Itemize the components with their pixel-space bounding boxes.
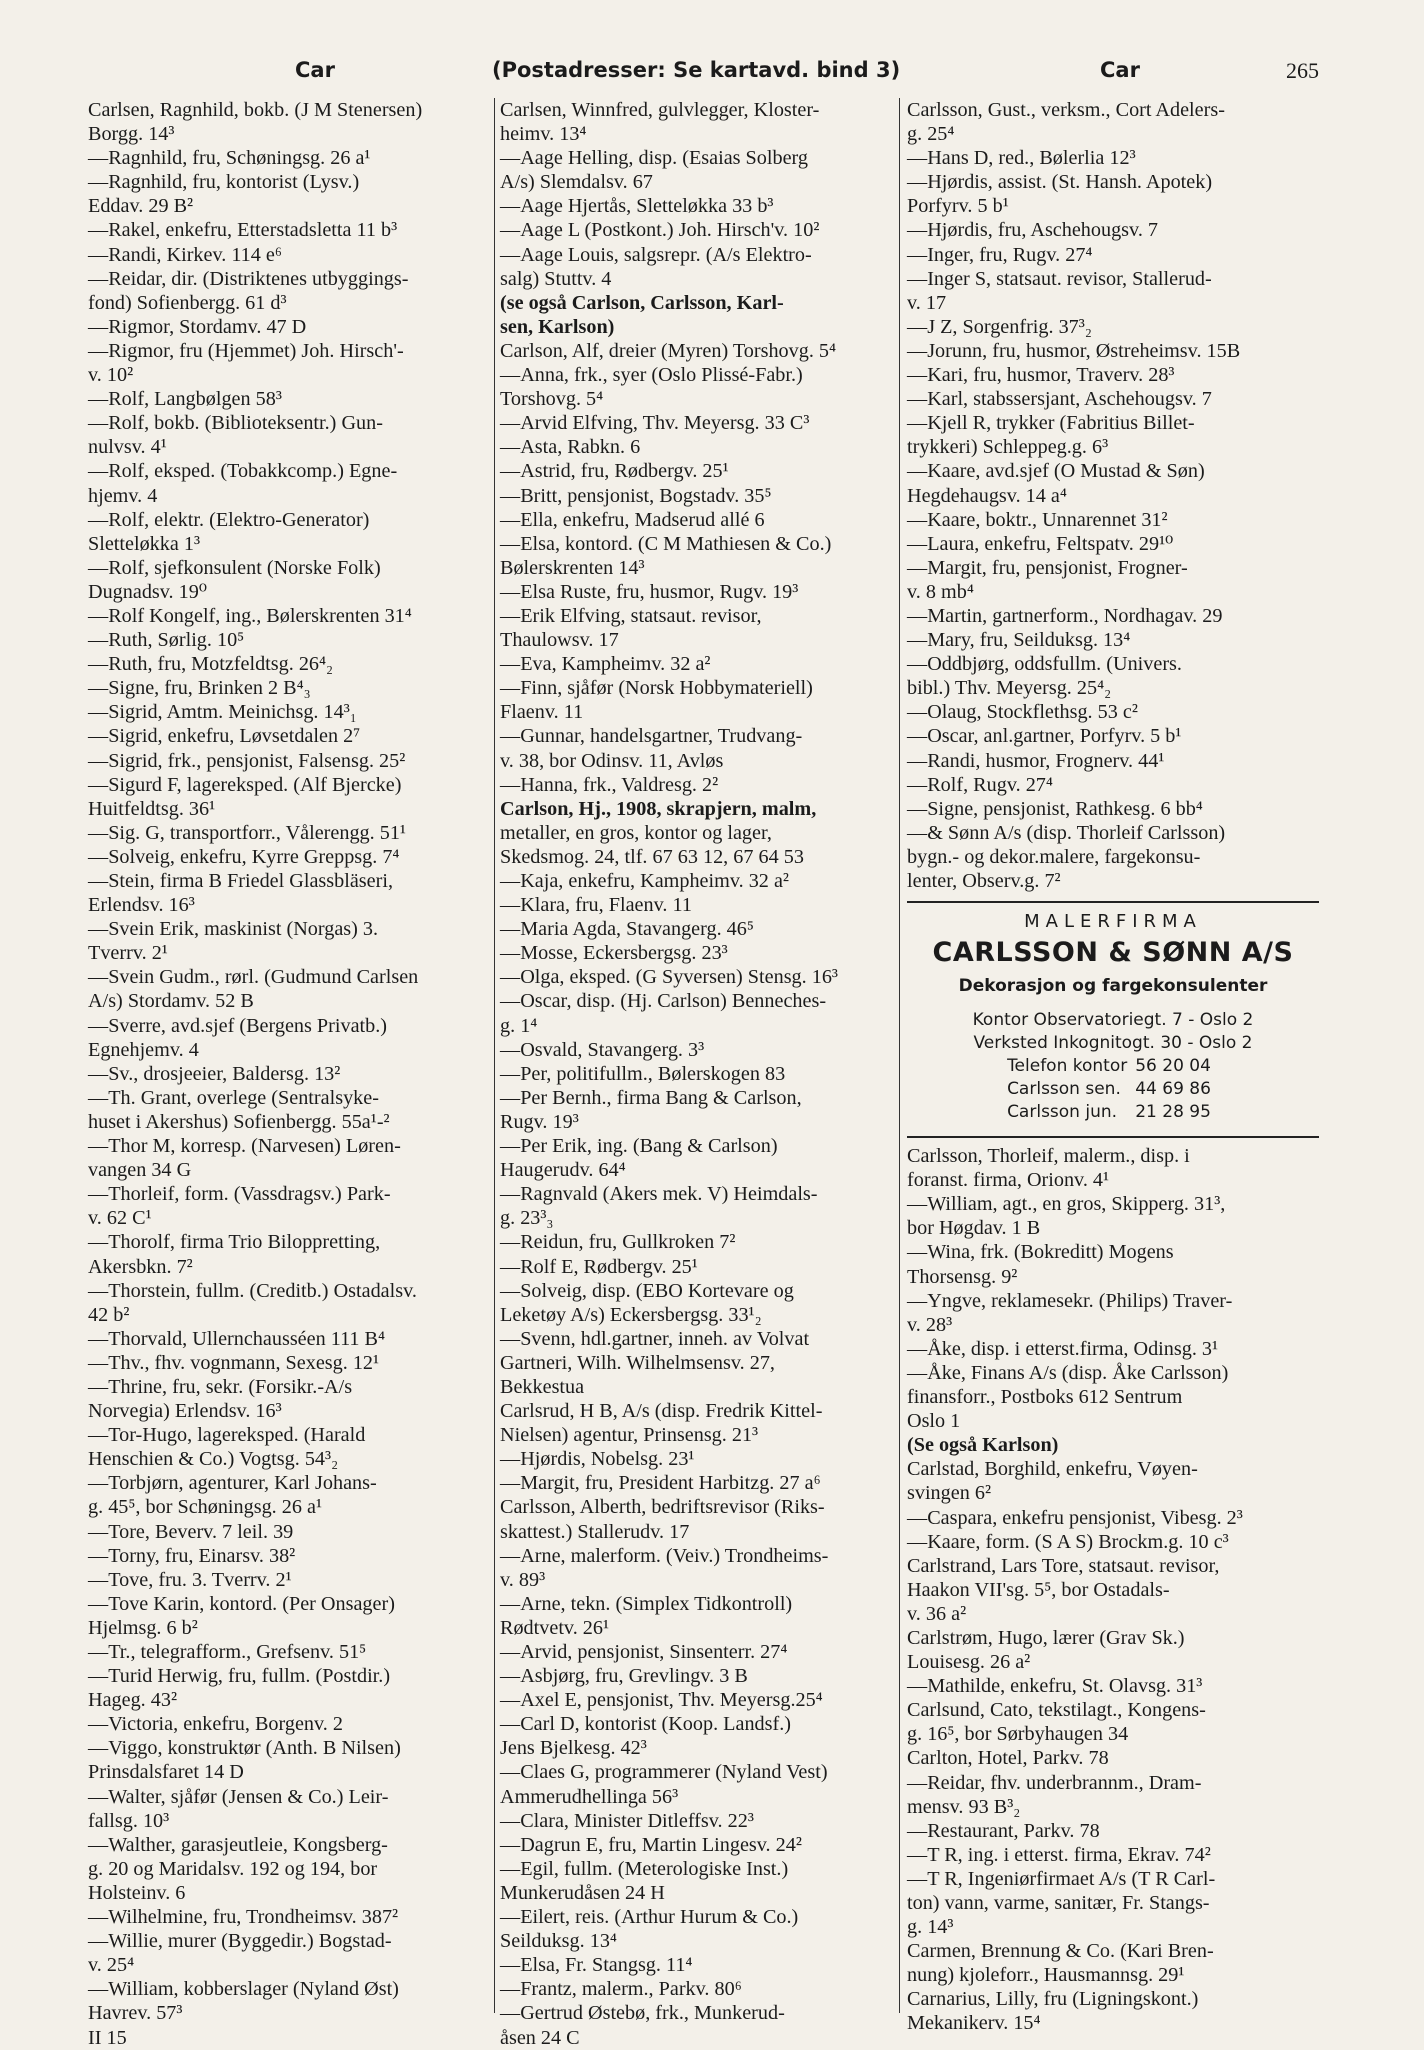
- directory-entry-line: åsen 24 C: [500, 2026, 580, 2049]
- directory-entry-line: Egnehjemv. 4: [88, 1038, 199, 1061]
- directory-entry-line: —Rolf E, Rødbergv. 25¹: [500, 1255, 698, 1278]
- directory-entry-line: —Mary, fru, Seilduksg. 13⁴: [907, 629, 1131, 652]
- directory-entry-line: g. 20 og Maridalsv. 192 og 194, bor: [88, 1857, 378, 1880]
- column-divider-2: [899, 98, 900, 2013]
- directory-entry-line: —Per Bernh., firma Bang & Carlson,: [500, 1086, 802, 1109]
- directory-entry-line: —Ella, enkefru, Madserud allé 6: [500, 508, 765, 531]
- ad-phone-row: [1007, 1055, 1219, 1078]
- directory-entry-line: —T R, Ingeniørfirmaet A/s (T R Carl-: [907, 1867, 1216, 1890]
- directory-entry-line: —Carl D, kontorist (Koop. Landsf.): [500, 1713, 791, 1736]
- directory-entry-line: Haugerudv. 64⁴: [500, 1159, 626, 1182]
- directory-entry-line: —Sigrid, frk., pensjonist, Falsensg. 25²: [88, 749, 406, 772]
- directory-entry-line: Tverrv. 2¹: [88, 942, 168, 965]
- directory-entry-line: —Tr., telegrafform., Grefsenv. 51⁵: [88, 1641, 367, 1663]
- directory-entry-line: —Wina, frk. (Bokreditt) Mogens: [907, 1241, 1174, 1264]
- directory-entry-line: Carlstrand, Lars Tore, statsaut. revisor,: [907, 1554, 1220, 1577]
- directory-entry-line: —Rolf, elektr. (Elektro-Generator): [88, 508, 370, 531]
- directory-entry-line: —Restaurant, Parkv. 78: [907, 1819, 1100, 1842]
- directory-entry-line: —Axel E, pensjonist, Thv. Meyersg.25⁴: [500, 1689, 823, 1712]
- directory-entry-line: —Elsa, Fr. Stangsg. 11⁴: [500, 1954, 693, 1977]
- directory-entry-line: Thorsensg. 9²: [907, 1265, 1018, 1288]
- directory-entry-line: v. 38, bor Odinsv. 11, Avløs: [500, 749, 724, 772]
- directory-entry-line: —Asta, Rabkn. 6: [500, 436, 641, 459]
- directory-entry-line: —Tove Karin, kontord. (Per Onsager): [88, 1592, 395, 1615]
- directory-entry-line: Porfyrv. 5 b¹: [907, 195, 1009, 218]
- directory-entry-line: 42 b²: [88, 1303, 130, 1326]
- directory-entry-line: —Reidun, fru, Gullkroken 7²: [500, 1231, 736, 1254]
- directory-entry-line: Erlendsv. 16³: [88, 894, 195, 917]
- directory-entry-line: salg) Stuttv. 4: [500, 267, 612, 290]
- directory-entry-line: —Ruth, Sørlig. 10⁵: [88, 629, 245, 652]
- directory-entry-line: trykkeri) Schleppeg.g. 6³: [907, 436, 1109, 459]
- directory-entry-line: Havrev. 57³: [88, 2002, 183, 2025]
- directory-entry-line: Torshovg. 5⁴: [500, 388, 604, 411]
- directory-entry-line: —Arne, malerform. (Veiv.) Trondheims-: [500, 1544, 829, 1567]
- directory-entry-line: Oslo 1: [907, 1410, 961, 1433]
- directory-entry-line: Munkerudåsen 24 H: [500, 1881, 665, 1904]
- directory-entry-line: —Rigmor, fru (Hjemmet) Joh. Hirsch'-: [88, 339, 404, 362]
- directory-entry-line: —Svenn, hdl.gartner, inneh. av Volvat: [500, 1327, 810, 1350]
- directory-entry-line: v. 62 C¹: [88, 1207, 152, 1230]
- directory-entry-line: —Hans D, red., Bølerlia 12³: [907, 147, 1136, 170]
- directory-entry-line: v. 10²: [88, 364, 134, 387]
- directory-entry-line: —William, kobberslager (Nyland Øst): [88, 1978, 399, 2001]
- directory-entry-line: Carlton, Hotel, Parkv. 78: [907, 1747, 1109, 1770]
- directory-entry-line: A/s) Stordamv. 52 B: [88, 990, 254, 1013]
- header-postal-note: (Postadresser: Se kartavd. bind 3): [492, 58, 901, 82]
- directory-entry-line: —Signe, pensjonist, Rathkesg. 6 bb⁴: [907, 797, 1203, 820]
- directory-entry-line: Leketøy A/s) Eckersbergsg. 33¹₂: [500, 1303, 762, 1326]
- directory-entry-line: —Oddbjørg, oddsfullm. (Univers.: [907, 653, 1182, 676]
- directory-entry-line: Gartneri, Wilh. Wilhelmsensv. 27,: [500, 1351, 775, 1374]
- directory-entry-line: vangen 34 G: [88, 1159, 192, 1182]
- directory-entry-line: g. 1⁴: [500, 1014, 538, 1037]
- directory-entry-line: Haakon VII'sg. 5⁵, bor Ostadals-: [907, 1578, 1170, 1601]
- directory-entry-line: Hageg. 43²: [88, 1689, 178, 1712]
- directory-entry-line: fond) Sofienbergg. 61 d³: [88, 291, 287, 314]
- directory-entry-line: Carlson, Alf, dreier (Myren) Torshovg. 5⁴: [500, 339, 837, 362]
- directory-entry-line: —Thorstein, fullm. (Creditb.) Ostadalsv.: [88, 1279, 417, 1302]
- directory-entry-line: —Ragnhild, fru, Schøningsg. 26 a¹: [88, 147, 371, 170]
- directory-entry-line: —Elsa Ruste, fru, husmor, Rugv. 19³: [500, 580, 799, 603]
- directory-entry-line: —Sv., drosjeeier, Baldersg. 13²: [88, 1062, 341, 1085]
- directory-entry-line: —Gunnar, handelsgartner, Trudvang-: [500, 725, 803, 748]
- directory-entry-line: —Gertrud Østebø, frk., Munkerud-: [500, 2002, 785, 2025]
- directory-entry-line: mensv. 93 B³₂: [907, 1795, 1021, 1818]
- directory-entry-line: —Laura, enkefru, Feltspatv. 29¹⁰: [907, 532, 1174, 555]
- directory-entry-line: —Margit, fru, pensjonist, Frogner-: [907, 556, 1188, 579]
- directory-entry-line: Carlsund, Cato, tekstilagt., Kongens-: [907, 1699, 1206, 1722]
- directory-entry-line: Carnarius, Lilly, fru (Ligningskont.): [907, 1988, 1199, 2011]
- directory-entry-line: —T R, ing. i etterst. firma, Ekrav. 74²: [907, 1843, 1211, 1866]
- directory-entry-line: Mekanikerv. 15⁴: [907, 2012, 1041, 2035]
- directory-entry-line: —Rolf, eksped. (Tobakkcomp.) Egne-: [88, 460, 398, 483]
- directory-entry-line: —Claes G, programmerer (Nyland Vest): [500, 1761, 828, 1784]
- directory-entry-line: v. 89³: [500, 1568, 546, 1591]
- directory-entry-line: —Walter, sjåfør (Jensen & Co.) Leir-: [88, 1785, 389, 1808]
- directory-entry-line: Skedsmog. 24, tlf. 67 63 12, 67 64 53: [500, 845, 804, 868]
- directory-entry-line: —Eilert, reis. (Arthur Hurum & Co.): [500, 1906, 799, 1929]
- directory-entry-line: —Thv., fhv. vognmann, Sexesg. 12¹: [88, 1351, 380, 1374]
- directory-entry-line: —& Sønn A/s (disp. Thorleif Carlsson): [907, 821, 1226, 844]
- directory-entry-line: —Svein Erik, maskinist (Norgas) 3.: [88, 918, 379, 941]
- directory-entry-line: —Thrine, fru, sekr. (Forsikr.-A/s: [88, 1375, 353, 1398]
- ad-phone-value: 21 28 95: [1135, 1102, 1211, 1123]
- directory-entry-line: —Signe, fru, Brinken 2 B⁴₃: [88, 677, 311, 700]
- page-number: 265: [1286, 58, 1319, 83]
- directory-entry-line: Seilduksg. 13⁴: [500, 1930, 617, 1953]
- directory-entry-line: g. 25⁴: [907, 123, 955, 146]
- directory-entry-line: —Tore, Beverv. 7 leil. 39: [88, 1520, 294, 1543]
- directory-entry-line: nulvsv. 4¹: [88, 436, 167, 459]
- directory-entry-line: (Se også Karlson): [907, 1434, 1059, 1457]
- ad-workshop-address: Verksted Inkognitogt. 30 - Oslo 2: [973, 1033, 1253, 1054]
- directory-entry-line: Carlsson, Gust., verksm., Cort Adelers-: [907, 99, 1225, 121]
- directory-entry-line: —Kari, fru, husmor, Traverv. 28³: [907, 364, 1175, 387]
- directory-entry-line: —Reidar, fhv. underbrannm., Dram-: [907, 1771, 1202, 1794]
- directory-entry-line: —Aage Hjertås, Sletteløkka 33 b³: [500, 195, 774, 218]
- directory-entry-line: g. 16⁵, bor Sørbyhaugen 34: [907, 1723, 1129, 1746]
- directory-entry-line: —Sverre, avd.sjef (Bergens Privatb.): [88, 1014, 387, 1037]
- directory-entry-line: —Thorleif, form. (Vassdragsv.) Park-: [88, 1183, 391, 1206]
- directory-column-3-bottom: [907, 1144, 1319, 2035]
- directory-entry-line: Eddav. 29 B²: [88, 195, 194, 218]
- directory-entry-line: ton) vann, varme, sanitær, Fr. Stangs-: [907, 1892, 1210, 1914]
- directory-entry-line: Borgg. 14³: [88, 123, 175, 146]
- directory-entry-line: Ammerudhellinga 56³: [500, 1785, 679, 1808]
- directory-entry-line: —Kaja, enkefru, Kampheimv. 32 a²: [500, 870, 789, 892]
- directory-entry-line: Thaulowsv. 17: [500, 629, 619, 652]
- directory-entry-line: v. 8 mb⁴: [907, 580, 974, 603]
- directory-entry-line: —Aage Louis, salgsrepr. (A/s Elektro-: [500, 243, 812, 266]
- directory-entry-line: —Oscar, anl.gartner, Porfyrv. 5 b¹: [907, 725, 1182, 748]
- directory-entry-line: —Mosse, Eckersbergsg. 23³: [500, 942, 728, 965]
- directory-entry-line: nung) kjoleforr., Hausmannsg. 29¹: [907, 1964, 1185, 1987]
- directory-entry-line: —Mathilde, enkefru, St. Olavsg. 31³: [907, 1675, 1203, 1698]
- directory-entry-line: —Willie, murer (Byggedir.) Bogstad-: [88, 1930, 392, 1953]
- directory-entry-line: —Torny, fru, Einarsv. 38²: [88, 1544, 296, 1567]
- directory-entry-line: —Randi, Kirkev. 114 e⁶: [88, 243, 282, 266]
- directory-entry-line: —Finn, sjåfør (Norsk Hobbymateriell): [500, 677, 813, 700]
- directory-entry-line: —Hjørdis, assist. (St. Hansh. Apotek): [907, 171, 1213, 194]
- directory-entry-line: Prinsdalsfaret 14 D: [88, 1761, 244, 1784]
- directory-entry-line: bor Høgdav. 1 B: [907, 1217, 1041, 1240]
- directory-entry-line: —Oscar, disp. (Hj. Carlson) Benneches-: [500, 990, 827, 1013]
- directory-entry-line: —Erik Elfving, statsaut. revisor,: [500, 604, 762, 627]
- directory-entry-line: —Thorolf, firma Trio Biloppretting,: [88, 1231, 381, 1254]
- directory-entry-line: —Hjørdis, fru, Aschehougsv. 7: [907, 219, 1159, 242]
- ad-phone-label: Carlsson sen.: [1007, 1079, 1121, 1100]
- directory-entry-line: —Elsa, kontord. (C M Mathiesen & Co.): [500, 532, 832, 555]
- directory-entry-line: Flaenv. 11: [500, 701, 584, 724]
- directory-entry-line: II 15: [88, 2026, 127, 2049]
- directory-entry-line: —Åke, Finans A/s (disp. Åke Carlsson): [907, 1361, 1229, 1384]
- directory-entry-line: Carlsson, Alberth, bedriftsrevisor (Riks-: [500, 1496, 825, 1519]
- directory-entry-line: —Inger S, statsaut. revisor, Stallerud-: [907, 267, 1212, 290]
- directory-entry-line: Carlson, Hj., 1908, skrapjern, malm,: [500, 797, 817, 820]
- directory-entry-line: —J Z, Sorgenfrig. 37³₂: [907, 315, 1092, 338]
- directory-entry-line: —Th. Grant, overlege (Sentralsyke-: [88, 1086, 379, 1109]
- directory-entry-line: Holsteinv. 6: [88, 1881, 186, 1904]
- directory-entry-line: —Margit, fru, President Harbitzg. 27 a⁶: [500, 1472, 821, 1495]
- directory-entry-line: v. 25⁴: [88, 1954, 135, 1977]
- directory-entry-line: —Aage Helling, disp. (Esaias Solberg: [500, 147, 808, 170]
- advertisement-box: [907, 901, 1319, 1138]
- directory-entry-line: Carlsen, Ragnhild, bokb. (J M Stenersen): [88, 99, 423, 121]
- directory-entry-line: v. 28³: [907, 1313, 953, 1336]
- ad-office-address: Kontor Observatoriegt. 7 - Oslo 2: [972, 1010, 1254, 1031]
- ad-heading: MALERFIRMA: [1024, 911, 1202, 933]
- directory-entry-line: —Tove, fru. 3. Tverrv. 2¹: [88, 1568, 292, 1591]
- directory-entry-line: —Kjell R, trykker (Fabritius Billet-: [907, 412, 1195, 435]
- directory-entry-line: —William, agt., en gros, Skipperg. 31³,: [907, 1193, 1226, 1216]
- directory-entry-line: —Astrid, fru, Rødbergv. 25¹: [500, 460, 729, 483]
- directory-entry-line: —Sigrid, enkefru, Løvsetdalen 2⁷: [88, 725, 361, 748]
- directory-entry-line: Carlsson, Thorleif, malerm., disp. i: [907, 1145, 1190, 1168]
- page-header: [0, 58, 1424, 98]
- directory-entry-line: —Solveig, disp. (EBO Kortevare og: [500, 1279, 794, 1302]
- ad-phone-row: [1007, 1101, 1219, 1124]
- directory-entry-line: —Arvid, pensjonist, Sinsenterr. 27⁴: [500, 1641, 788, 1663]
- directory-entry-line: —Svein Gudm., rørl. (Gudmund Carlsen: [88, 966, 419, 989]
- ad-phone-table: [1007, 1055, 1219, 1124]
- directory-entry-line: —Ruth, fru, Motzfeldtsg. 26⁴₂: [88, 653, 334, 676]
- directory-entry-line: —Clara, Minister Ditleffsv. 22³: [500, 1809, 754, 1832]
- directory-entry-line: g. 45⁵, bor Schøningsg. 26 a¹: [88, 1496, 323, 1519]
- directory-entry-line: v. 36 a²: [907, 1602, 967, 1625]
- directory-entry-line: Carmen, Brennung & Co. (Kari Bren-: [907, 1940, 1214, 1963]
- directory-entry-line: —Caspara, enkefru pensjonist, Vibesg. 2³: [907, 1506, 1243, 1529]
- directory-entry-line: (se også Carlson, Carlsson, Karl-: [500, 291, 784, 314]
- directory-entry-line: Bekkestua: [500, 1375, 585, 1398]
- directory-entry-line: —Sigrid, Amtm. Meinichsg. 14³₁: [88, 701, 357, 724]
- directory-entry-line: —Martin, gartnerform., Nordhagav. 29: [907, 604, 1223, 627]
- directory-entry-line: —Sigurd F, lagereksped. (Alf Bjercke): [88, 773, 402, 796]
- directory-entry-line: —Maria Agda, Stavangerg. 46⁵: [500, 918, 754, 941]
- directory-entry-line: —Klara, fru, Flaenv. 11: [500, 894, 692, 917]
- directory-entry-line: A/s) Slemdalsv. 67: [500, 171, 653, 194]
- directory-entry-line: lenter, Observ.g. 7²: [907, 870, 1061, 892]
- directory-entry-line: —Rolf, Rugv. 27⁴: [907, 773, 1053, 796]
- directory-entry-line: —Egil, fullm. (Meterologiske Inst.): [500, 1857, 789, 1880]
- directory-entry-line: —Turid Herwig, fru, fullm. (Postdir.): [88, 1665, 391, 1688]
- directory-entry-line: —Britt, pensjonist, Bogstadv. 35⁵: [500, 484, 772, 507]
- directory-entry-line: Rødtvetv. 26¹: [500, 1616, 610, 1639]
- directory-entry-line: —Anna, frk., syer (Oslo Plissé-Fabr.): [500, 364, 803, 387]
- directory-entry-line: —Olga, eksped. (G Syversen) Stensg. 16³: [500, 966, 838, 989]
- directory-entry-line: —Torbjørn, agenturer, Karl Johans-: [88, 1472, 377, 1495]
- directory-entry-line: —Rolf, bokb. (Biblioteksentr.) Gun-: [88, 412, 383, 435]
- directory-entry-line: g. 14³: [907, 1916, 954, 1939]
- directory-entry-line: —Walther, garasjeutleie, Kongsberg-: [88, 1833, 388, 1856]
- directory-entry-line: —Arne, tekn. (Simplex Tidkontroll): [500, 1592, 793, 1615]
- directory-entry-line: —Kaare, avd.sjef (O Mustad & Søn): [907, 460, 1205, 483]
- directory-entry-line: foranst. firma, Orionv. 4¹: [907, 1169, 1110, 1192]
- directory-entry-line: Carlstrøm, Hugo, lærer (Grav Sk.): [907, 1626, 1185, 1649]
- directory-entry-line: —Karl, stabssersjant, Aschehougsv. 7: [907, 388, 1212, 411]
- directory-entry-line: —Wilhelmine, fru, Trondheimsv. 387²: [88, 1906, 399, 1929]
- directory-entry-line: —Rolf, Langbølgen 58³: [88, 388, 282, 411]
- directory-entry-line: —Ragnhild, fru, kontorist (Lysv.): [88, 171, 360, 194]
- directory-entry-line: —Hjørdis, Nobelsg. 23¹: [500, 1448, 695, 1471]
- directory-entry-line: Dugnadsv. 19⁰: [88, 580, 207, 603]
- directory-entry-line: Carlstad, Borghild, enkefru, Vøyen-: [907, 1458, 1198, 1481]
- directory-entry-line: svingen 6²: [907, 1482, 991, 1505]
- directory-entry-line: —Frantz, malerm., Parkv. 80⁶: [500, 1978, 742, 2001]
- directory-entry-line: bygn.- og dekor.malere, fargekonsu-: [907, 845, 1201, 868]
- ad-phone-value: 44 69 86: [1135, 1079, 1211, 1100]
- header-right-guide: Car: [1100, 58, 1140, 82]
- directory-entry-line: —Kaare, boktr., Unnarennet 31²: [907, 508, 1168, 531]
- directory-entry-line: —Hanna, frk., Valdresg. 2²: [500, 773, 719, 796]
- directory-entry-line: —Asbjørg, fru, Grevlingv. 3 B: [500, 1665, 748, 1688]
- directory-entry-line: Carlsen, Winnfred, gulvlegger, Kloster-: [500, 99, 820, 121]
- directory-entry-line: —Åke, disp. i etterst.firma, Odinsg. 3¹: [907, 1337, 1219, 1360]
- directory-entry-line: —Inger, fru, Rugv. 27⁴: [907, 243, 1093, 266]
- directory-entry-line: —Arvid Elfving, Thv. Meyersg. 33 C³: [500, 412, 810, 435]
- directory-entry-line: —Per, politifullm., Bølerskogen 83: [500, 1062, 786, 1085]
- directory-entry-line: Henschien & Co.) Vogtsg. 54³₂: [88, 1448, 339, 1471]
- directory-entry-line: —Solveig, enkefru, Kyrre Greppsg. 7⁴: [88, 845, 400, 868]
- directory-entry-line: bibl.) Thv. Meyersg. 25⁴₂: [907, 677, 1112, 700]
- directory-entry-line: metaller, en gros, kontor og lager,: [500, 821, 772, 844]
- directory-entry-line: —Thor M, korresp. (Narvesen) Løren-: [88, 1135, 401, 1158]
- directory-column-3-top: [907, 98, 1319, 893]
- directory-entry-line: fallsg. 10³: [88, 1809, 170, 1832]
- directory-entry-line: —Ragnvald (Akers mek. V) Heimdals-: [500, 1183, 818, 1206]
- directory-entry-line: Hegdehaugsv. 14 a⁴: [907, 484, 1067, 507]
- directory-column-1: [88, 98, 492, 2049]
- directory-entry-line: g. 23³₃: [500, 1207, 554, 1230]
- ad-phone-label: Telefon kontor: [1007, 1056, 1128, 1077]
- directory-entry-line: —Sig. G, transportforr., Vålerengg. 51¹: [88, 821, 406, 844]
- directory-entry-line: sen, Karlson): [500, 315, 615, 338]
- directory-entry-line: —Olaug, Stockflethsg. 53 c²: [907, 701, 1138, 724]
- directory-entry-line: —Rolf, sjefkonsulent (Norske Folk): [88, 556, 381, 579]
- column-divider-1: [494, 98, 495, 2013]
- directory-entry-line: Carlsrud, H B, A/s (disp. Fredrik Kittel-: [500, 1400, 823, 1423]
- directory-entry-line: —Rakel, enkefru, Etterstadsletta 11 b³: [88, 219, 398, 242]
- directory-entry-line: —Osvald, Stavangerg. 3³: [500, 1038, 705, 1061]
- directory-entry-line: —Tor-Hugo, lagereksped. (Harald: [88, 1424, 366, 1447]
- directory-entry-line: —Aage L (Postkont.) Joh. Hirsch'v. 10²: [500, 219, 820, 242]
- directory-entry-line: v. 17: [907, 291, 947, 314]
- directory-entry-line: Jens Bjelkesg. 42³: [500, 1737, 647, 1760]
- directory-entry-line: Nielsen) agentur, Prinsensg. 21³: [500, 1424, 759, 1447]
- ad-phone-label: Carlsson jun.: [1007, 1102, 1118, 1123]
- directory-entry-line: Bølerskrenten 14³: [500, 556, 645, 579]
- header-left-guide: Car: [295, 58, 335, 82]
- directory-entry-line: —Randi, husmor, Frognerv. 44¹: [907, 749, 1165, 772]
- directory-entry-line: —Yngve, reklamesekr. (Philips) Traver-: [907, 1289, 1233, 1312]
- directory-column-2: [500, 98, 896, 2049]
- directory-entry-line: finansforr., Postboks 612 Sentrum: [907, 1386, 1183, 1409]
- directory-entry-line: Hjelmsg. 6 b²: [88, 1616, 198, 1639]
- directory-entry-line: Rugv. 19³: [500, 1110, 579, 1133]
- directory-entry-line: —Per Erik, ing. (Bang & Carlson): [500, 1135, 778, 1158]
- directory-entry-line: Sletteløkka 1³: [88, 532, 201, 555]
- directory-entry-line: heimv. 13⁴: [500, 123, 587, 146]
- directory-entry-line: Norvegia) Erlendsv. 16³: [88, 1400, 282, 1423]
- directory-entry-line: Akersbkn. 7²: [88, 1255, 193, 1278]
- directory-entry-line: —Eva, Kampheimv. 32 a²: [500, 653, 711, 676]
- directory-entry-line: —Viggo, konstruktør (Anth. B Nilsen): [88, 1737, 401, 1760]
- directory-column-3: [907, 98, 1319, 2035]
- directory-entry-line: —Dagrun E, fru, Martin Lingesv. 24²: [500, 1833, 802, 1856]
- directory-entry-line: Huitfeldtsg. 36¹: [88, 797, 216, 820]
- directory-entry-line: —Kaare, form. (S A S) Brockm.g. 10 c³: [907, 1530, 1229, 1553]
- ad-company-name: CARLSSON & SØNN A/S: [932, 937, 1294, 969]
- ad-phone-value: 56 20 04: [1135, 1056, 1211, 1077]
- directory-entry-line: skattest.) Stallerudv. 17: [500, 1520, 690, 1543]
- ad-phone-row: [1007, 1078, 1219, 1101]
- directory-entry-line: Louisesg. 26 a²: [907, 1651, 1031, 1674]
- directory-entry-line: huset i Akershus) Sofienbergg. 55a¹-²: [88, 1110, 390, 1133]
- directory-entry-line: —Stein, firma B Friedel Glassbläseri,: [88, 870, 394, 892]
- directory-entry-line: —Reidar, dir. (Distriktenes utbyggings-: [88, 267, 409, 290]
- directory-entry-line: —Victoria, enkefru, Borgenv. 2: [88, 1713, 343, 1736]
- directory-entry-line: —Jorunn, fru, husmor, Østreheimsv. 15B: [907, 339, 1241, 362]
- directory-entry-line: hjemv. 4: [88, 484, 158, 507]
- directory-entry-line: —Rolf Kongelf, ing., Bølerskrenten 31⁴: [88, 604, 412, 627]
- directory-entry-line: —Thorvald, Ullernchausséen 111 B⁴: [88, 1327, 386, 1350]
- directory-entry-line: —Rigmor, Stordamv. 47 D: [88, 315, 307, 338]
- ad-subtitle: Dekorasjon og fargekonsulenter: [958, 976, 1268, 997]
